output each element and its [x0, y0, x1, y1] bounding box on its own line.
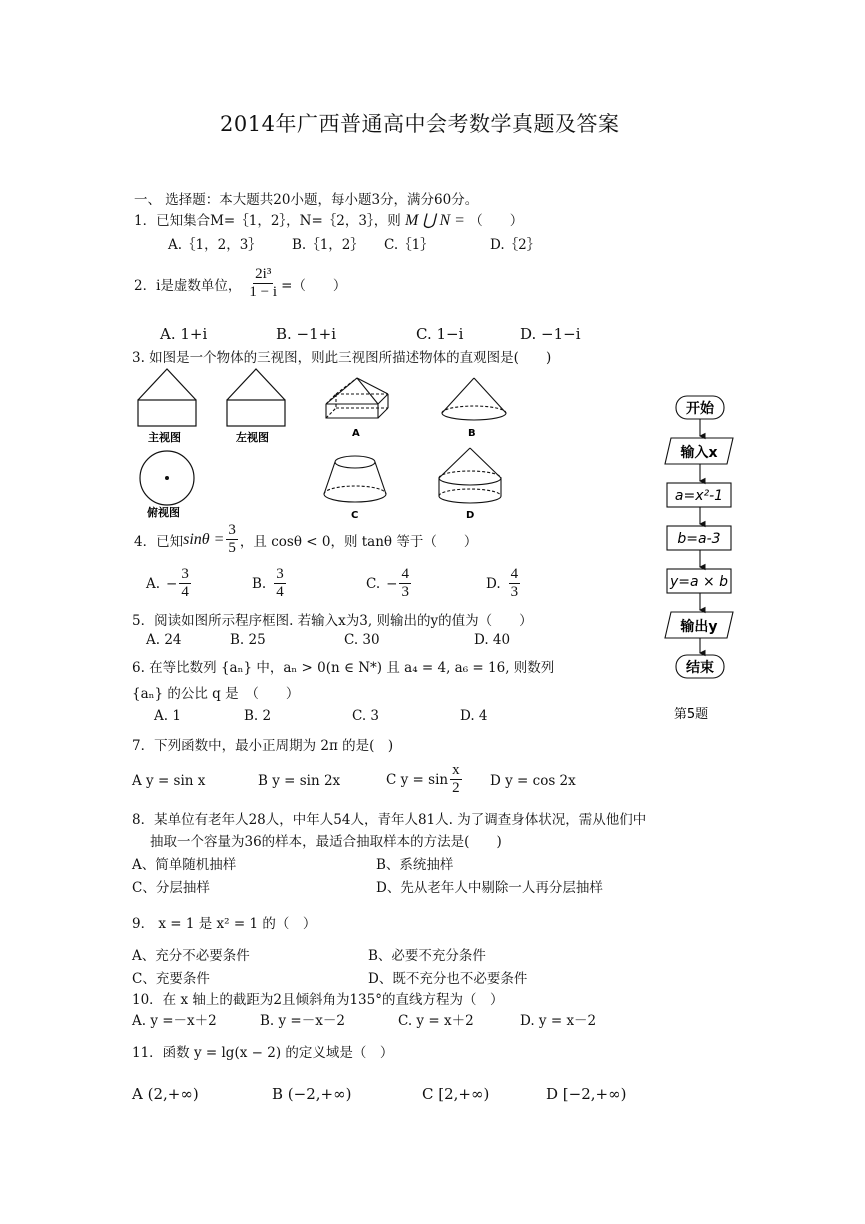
q4-b-num: 3	[276, 566, 284, 582]
q2-option-a: A. 1+i	[160, 325, 208, 343]
top-view	[140, 451, 194, 505]
q2-option-d: D. −1−i	[520, 325, 581, 343]
q9-option-b: B、必要不充分条件	[368, 948, 486, 964]
q10-option-a: A. y =－x＋2	[132, 1013, 217, 1029]
page-title: 2014年广西普通高中会考数学真题及答案	[220, 112, 620, 136]
q8-option-a: A、简单随机抽样	[132, 857, 237, 873]
q4-c-den: 3	[401, 584, 409, 600]
q4-d-den: 3	[510, 584, 519, 600]
q2-stem: 2．i是虚数单位，	[134, 277, 242, 294]
question-7: 7．下列函数中，最小正周期为 2π 的是( )	[132, 738, 394, 754]
question-8-line2: 抽取一个容量为36的样本，最适合抽取样本的方法是( )	[150, 834, 502, 850]
option-a-label: A	[352, 428, 360, 439]
q4-cond2: ，且 cosθ < 0，则 tanθ 等于（ ）	[239, 533, 478, 550]
q1-option-b: B.｛1，2｝	[292, 237, 364, 253]
side-view	[227, 369, 285, 426]
q9-option-d: D、既不充分也不必要条件	[368, 971, 528, 987]
q4-frac-den: 5	[228, 540, 236, 556]
three-view-figure	[130, 366, 530, 526]
question-6-line2: {aₙ} 的公比 q 是 （ ）	[132, 686, 300, 702]
q4-a-den: 4	[181, 584, 189, 600]
q4-option-a	[146, 566, 193, 601]
q8-option-d: D、先从老年人中剔除一人再分层抽样	[376, 880, 603, 896]
front-view	[138, 369, 196, 426]
q6-option-c: C. 3	[352, 708, 380, 724]
flow-step1-label: a=x²-1	[674, 488, 724, 504]
flowchart	[655, 390, 745, 730]
front-view-label: 主视图	[148, 431, 181, 444]
q4-option-c	[366, 566, 413, 601]
side-view-label: 左视图	[236, 431, 269, 444]
q2-tail: =（ ）	[281, 277, 347, 294]
option-d-solid	[439, 448, 501, 503]
q2-option-b: B. −1+i	[276, 325, 337, 343]
q4-a-sign: −	[166, 575, 178, 592]
option-c-solid	[324, 456, 386, 502]
q7-option-d: D y = cos 2x	[490, 773, 576, 789]
q4-c-sign: −	[386, 575, 398, 592]
q11-option-c: C [2,+∞)	[422, 1085, 490, 1103]
q7-option-c	[386, 762, 464, 797]
q5-option-b: B. 25	[230, 632, 266, 648]
q4-option-d	[486, 566, 522, 601]
q4-fraction	[226, 522, 238, 557]
q4-d-num: 4	[510, 566, 519, 582]
q4-cond1: sinθ =	[183, 530, 225, 548]
q4-c-num: 4	[401, 566, 409, 582]
option-b-solid	[442, 378, 506, 420]
q10-option-c: C. y = x＋2	[398, 1013, 474, 1029]
option-a-solid	[326, 378, 388, 418]
q7-c-num: x	[452, 762, 460, 778]
question-5: 5．阅读如图所示程序框图. 若输入x为3, 则输出的y的值为（ ）	[132, 613, 533, 629]
question-8-line1: 8．某单位有老年人28人，中年人54人，青年人81人. 为了调查身体状况，需从他们中	[132, 812, 647, 828]
q9-option-a: A、充分不必要条件	[132, 948, 250, 964]
q11-option-a: A (2,+∞)	[132, 1085, 199, 1103]
q5-option-c: C. 30	[344, 632, 380, 648]
q6-option-b: B. 2	[244, 708, 272, 724]
q4-b-den: 4	[276, 584, 284, 600]
flow-caption: 第5题	[673, 707, 709, 722]
question-11: 11．函数 y = lg(x − 2) 的定义域是（ ）	[132, 1045, 394, 1061]
q4-a-label: A.	[146, 575, 161, 592]
option-b-label: B	[468, 428, 476, 439]
q7-c-den: 2	[452, 780, 460, 796]
q5-option-a: A. 24	[146, 632, 182, 648]
q6-option-a: A. 1	[154, 708, 181, 724]
q8-option-c: C、分层抽样	[132, 880, 210, 896]
q1-option-c: C.｛1｝	[384, 237, 434, 253]
q4-frac-num: 3	[228, 522, 236, 538]
q11-option-d: D [−2,+∞)	[546, 1085, 627, 1103]
q1-expr: M ⋃ N =	[405, 212, 465, 229]
q9-option-c: C、充要条件	[132, 971, 210, 987]
question-1	[134, 209, 523, 230]
question-9: 9． x = 1 是 x² = 1 的（ ）	[132, 916, 317, 932]
question-3: 3. 如图是一个物体的三视图，则此三视图所描述物体的直观图是( )	[132, 350, 552, 366]
flow-end-label: 结束	[686, 660, 714, 676]
flow-output-label: 输出y	[680, 619, 718, 635]
q2-denominator: 1 − i	[249, 284, 278, 300]
q2-fraction	[247, 266, 279, 301]
question-2	[134, 266, 346, 301]
q4-d-label: D.	[486, 575, 501, 592]
q10-option-d: D. y = x－2	[520, 1013, 597, 1029]
q11-option-b: B (−2,+∞)	[272, 1085, 352, 1103]
option-d-label: D	[466, 510, 475, 521]
q7-option-a: A y = sin x	[132, 773, 206, 789]
q5-option-d: D. 40	[474, 632, 511, 648]
question-6-line1: 6. 在等比数列 {aₙ} 中，aₙ > 0(n ∈ N*) 且 a₄ = 4, a₆ = 16, 则数列	[132, 660, 555, 676]
flow-step3-label: y=a × b	[669, 574, 729, 590]
q4-option-b	[252, 566, 288, 601]
q4-c-label: C.	[366, 575, 381, 592]
question-4	[134, 522, 477, 557]
option-c-label: C	[351, 510, 359, 521]
q1-option-a: A.｛1，2，3｝	[168, 237, 262, 253]
q10-option-b: B. y =－x－2	[260, 1013, 345, 1029]
q1-paren: （ ）	[469, 213, 524, 229]
q7-c-text: C y = sin	[386, 771, 449, 788]
q2-option-c: C. 1−i	[416, 325, 464, 343]
section-heading: 一、 选择题：本大题共20小题，每小题3分，满分60分。	[134, 192, 479, 208]
flow-step2-label: b=a-3	[677, 531, 721, 547]
q4-b-label: B.	[252, 575, 267, 592]
flow-start-label: 开始	[686, 401, 714, 417]
question-10: 10．在 x 轴上的截距为2且倾斜角为135°的直线方程为（ ）	[132, 992, 504, 1008]
q1-stem: 1．已知集合M=｛1，2｝，N=｛2，3｝，则	[134, 213, 401, 229]
flow-input-label: 输入x	[680, 445, 718, 461]
top-view-label: 俯视图	[147, 506, 180, 519]
q7-option-b: B y = sin 2x	[258, 773, 341, 789]
q1-option-d: D.｛2｝	[490, 237, 541, 253]
q4-stem: 4．已知	[134, 533, 184, 550]
q8-option-b: B、系统抽样	[376, 857, 454, 873]
q4-a-num: 3	[181, 566, 189, 582]
q2-numerator: 2i³	[255, 266, 272, 282]
q6-option-d: D. 4	[460, 708, 488, 724]
